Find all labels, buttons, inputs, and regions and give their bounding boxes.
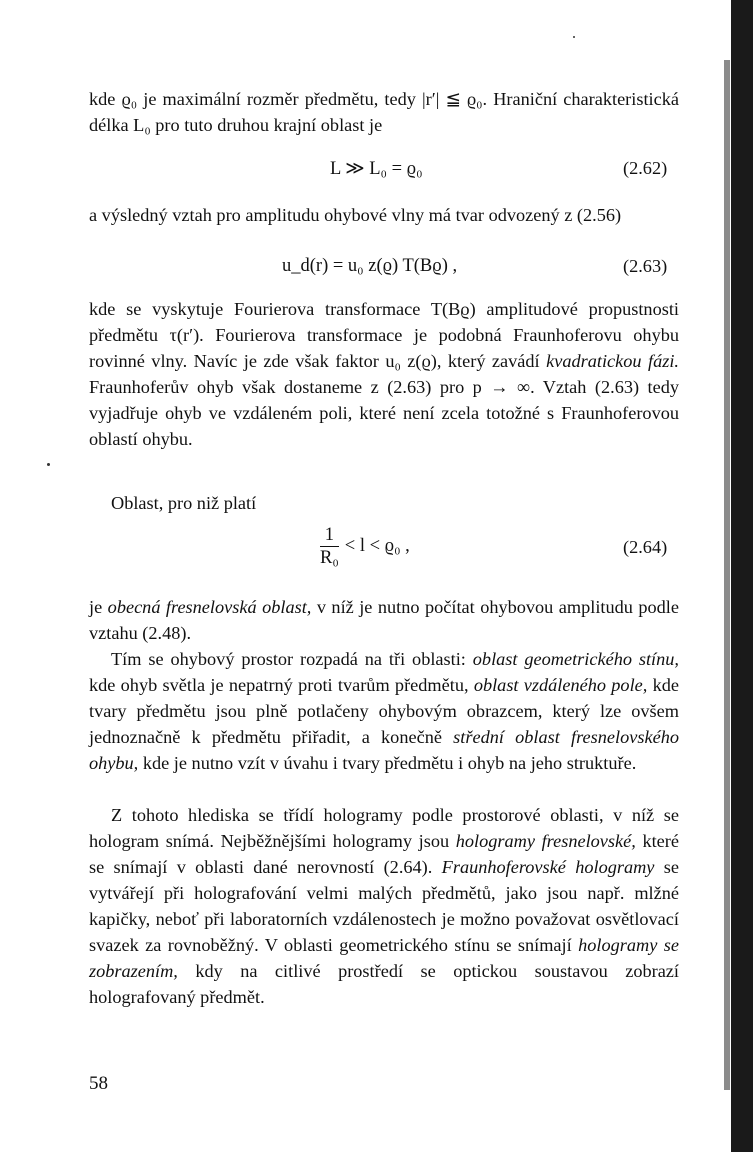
paragraph-3-part-b: Fraunhoferův ohyb však dostaneme z (2.63) pro p → ∞. Vztah (2.63) tedy vyjadřuje ohyb ve vzdáleném poli, které není zcela totožné s Fraunhoferovou oblastí ohybu. <box>89 377 679 449</box>
paragraph-7-emphasis-1: hologramy fresnelovské, <box>455 831 636 851</box>
fraction-one-over-r0 <box>320 524 339 569</box>
paragraph-7-part-b: které se snímají v oblasti dané nerovností (2.64). <box>89 831 679 877</box>
paragraph-3-text <box>89 296 679 452</box>
book-spine-shadow <box>731 0 753 1152</box>
scan-speck <box>47 463 50 466</box>
equation-number-2-64: (2.64) <box>623 537 668 557</box>
scan-speck <box>573 36 575 38</box>
equation-2-63: u_d(r) = u₀ z(ϱ) T(Bϱ) , <box>282 256 458 276</box>
paragraph-5 <box>89 594 679 646</box>
paragraph-7 <box>89 802 679 1010</box>
paragraph-6-part-c: kde tvary předmětu jsou plně potlačeny ohybovým obrazcem, který lze ovšem jednoznačně k předmětu přiřadit, a konečně <box>89 675 679 747</box>
paragraph-5-part-a: je <box>89 597 108 617</box>
equation-2-62: L ≫ L₀ = ϱ₀ <box>330 159 423 179</box>
paragraph-4-text: Oblast, pro niž platí <box>111 493 257 513</box>
paragraph-6-emphasis-3: střední oblast fresnelovského ohybu, <box>89 727 679 773</box>
paragraph-6-part-a: Tím se ohybový prostor rozpadá na tři oblasti: <box>111 649 473 669</box>
paragraph-5-emphasis: obecná fresnelovská oblast, <box>107 597 312 617</box>
book-gutter-shadow <box>724 60 730 1090</box>
paragraph-7-text <box>89 802 679 1010</box>
fraction-denominator: R₀ <box>320 548 339 568</box>
paragraph-7-part-d: kdy na citlivé prostředí se optickou soustavou zobrazí holografovaný předmět. <box>89 961 679 1007</box>
paragraph-1-text: kde ϱ₀ je maximální rozměr předmětu, tedy |r′| ≦ ϱ₀. Hraniční charakteristická délka L₀ pro tuto druhou krajní oblast je <box>89 89 679 135</box>
paragraph-7-part-a: Z tohoto hlediska se třídí hologramy podle prostorové oblasti, v níž se hologram snímá. Nejběžnějšími hologramy jsou <box>89 805 679 851</box>
equation-2-64 <box>320 524 410 569</box>
paragraph-1 <box>89 86 679 138</box>
paragraph-5-text <box>89 594 679 646</box>
paragraph-6-part-b: kde ohyb světla je nepatrný proti tvarům předmětu, <box>89 675 474 695</box>
paragraph-2 <box>89 202 679 228</box>
paragraph-7-emphasis-2: Fraunhoferovské hologramy <box>441 857 655 877</box>
inequality-rest: < l < ϱ₀ , <box>344 535 410 556</box>
paragraph-3 <box>89 296 679 452</box>
paragraph-2-text: a výsledný vztah pro amplitudu ohybové vlny má tvar odvozený z (2.56) <box>89 205 622 225</box>
paragraph-6-text <box>89 646 679 776</box>
paragraph-6-emphasis-2: oblast vzdáleného pole, <box>473 675 648 695</box>
paragraph-4 <box>89 490 679 516</box>
paragraph-6-part-d: kde je nutno vzít v úvahu i tvary předmětu i ohyb na jeho struktuře. <box>138 753 637 773</box>
equation-number-2-62: (2.62) <box>623 158 668 178</box>
paragraph-7-part-c: se vytvářejí při holografování velmi malých předmětů, jako jsou např. mlžné kapičky, neboť při laboratorních vzdálenostech je možno považovat osvětlovací svazek za rovnoběžný. V oblasti geometrického stínu se snímají <box>89 857 679 955</box>
paragraph-6 <box>89 646 679 776</box>
fraction-numerator: 1 <box>320 524 339 547</box>
paragraph-6-emphasis-1: oblast geometrického stínu, <box>472 649 679 669</box>
paragraph-5-part-b: v níž je nutno počítat ohybovou amplitudu podle vztahu (2.48). <box>89 597 679 643</box>
paragraph-3-part-a: kde se vyskytuje Fourierova transformace T(Bϱ) amplitudové propustnosti předmětu τ(r′). Fourierova transformace je podobná Fraunhoferovu ohybu rovinné vlny. Navíc je zde však faktor u₀ z(ϱ), který zavádí <box>89 299 679 371</box>
page-number: 58 <box>89 1073 108 1094</box>
equation-number-2-63: (2.63) <box>623 256 668 276</box>
paragraph-3-emphasis: kvadratickou fázi. <box>546 351 679 371</box>
paragraph-7-emphasis-3: hologramy se zobrazením, <box>89 935 680 981</box>
